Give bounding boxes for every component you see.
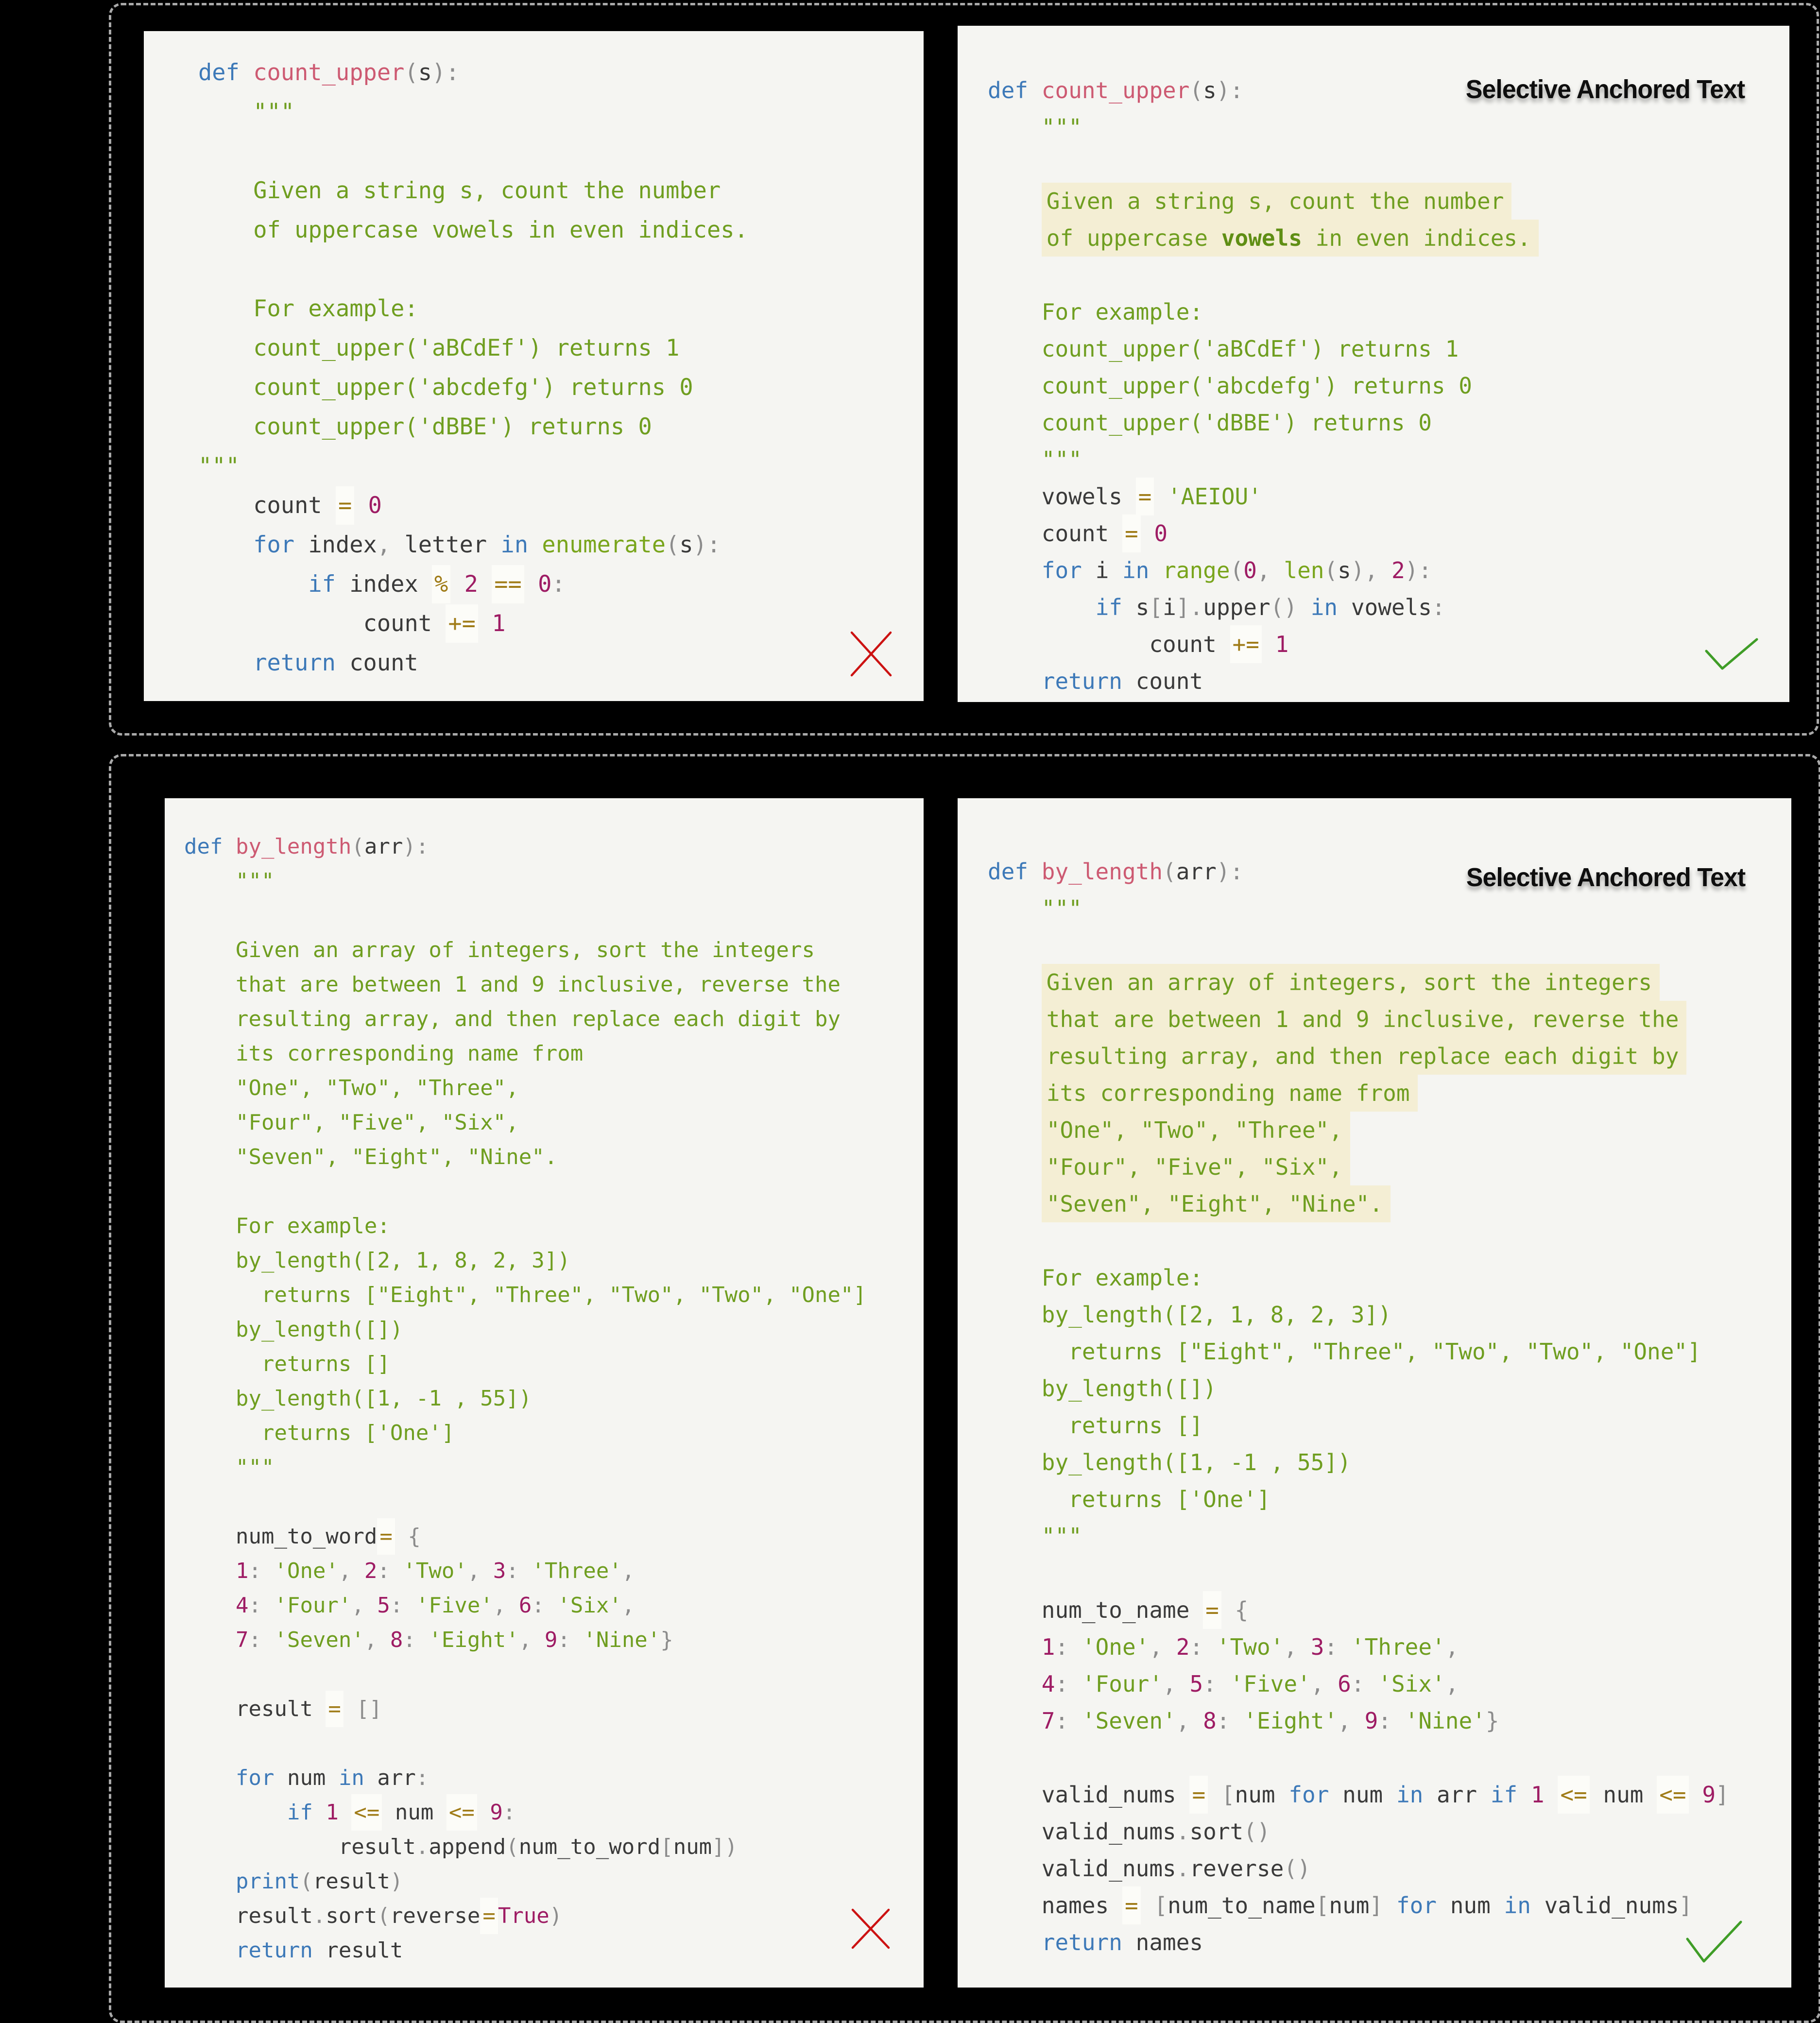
code-block <box>988 72 1789 700</box>
anchored-highlight: resulting array, and then replace each digit by <box>1042 1038 1687 1075</box>
code-line: def by_length(arr): <box>184 834 429 859</box>
code-line: for i in range(0, len(s), 2): <box>1041 557 1432 583</box>
code-line <box>988 1739 1791 1776</box>
anchored-highlight: that are between 1 and 9 inclusive, reverse the <box>1042 1001 1687 1038</box>
code-line: "Seven", "Eight", "Nine". <box>235 1145 558 1169</box>
code-line: def count_upper(s): <box>988 77 1244 103</box>
anchored-highlight: its corresponding name from <box>1042 1075 1418 1112</box>
verdict-mark <box>849 630 893 678</box>
code-line: Given an array of integers, sort the integers <box>235 938 815 962</box>
code-line: return count <box>253 650 418 676</box>
code-block <box>184 829 924 1968</box>
code-line: 1: 'One', 2: 'Two', 3: 'Three', <box>1041 1634 1459 1660</box>
code-line: if index % 2 == 0: <box>198 565 924 604</box>
code-panel-by-length-baseline <box>165 798 924 1988</box>
code-line: for index, letter in enumerate(s): <box>253 531 721 558</box>
code-line: by_length([1, -1 , 55]) <box>235 1386 532 1411</box>
code-line: return names <box>1041 1929 1203 1955</box>
code-line: if s[i].upper() in vowels: <box>1095 594 1445 620</box>
code-line: """ <box>1041 446 1082 473</box>
code-block <box>198 53 924 683</box>
anchored-highlight: Given a string s, count the number <box>1042 183 1512 220</box>
code-line: count_upper('dBBE') returns 0 <box>1041 410 1432 436</box>
code-line: that are between 1 and 9 inclusive, reverse the <box>235 972 841 997</box>
code-line: print(result) <box>235 1869 403 1894</box>
code-line: result = [] <box>184 1692 924 1726</box>
code-line: count = 0 <box>198 486 924 525</box>
code-line: of uppercase vowels in even indices. <box>253 217 748 243</box>
code-panel-count-upper-anchored <box>958 26 1789 702</box>
code-line <box>988 1075 1791 1112</box>
code-line: count += 1 <box>198 604 924 643</box>
code-line <box>184 1657 924 1692</box>
anchored-text-label: Selective Anchored Text <box>1466 863 1745 892</box>
code-line: returns [] <box>261 1352 390 1376</box>
code-line: 1: 'One', 2: 'Two', 3: 'Three', <box>235 1559 635 1583</box>
pass-check-icon <box>1704 637 1759 671</box>
code-line <box>988 183 1789 220</box>
code-line: count = 0 <box>988 515 1789 552</box>
anchored-highlight: of uppercase vowels in even indices. <box>1042 220 1539 257</box>
code-line: returns ["Eight", "Three", "Two", "Two", "One"] <box>261 1283 866 1307</box>
code-line: returns ['One'] <box>261 1421 455 1445</box>
anchored-highlight: Given an array of integers, sort the integers <box>1042 964 1660 1001</box>
code-block <box>988 853 1791 1961</box>
code-line <box>988 964 1791 1001</box>
code-line: 4: 'Four', 5: 'Five', 6: 'Six', <box>1041 1671 1459 1697</box>
code-line: by_length([2, 1, 8, 2, 3]) <box>1041 1302 1391 1328</box>
code-line <box>988 1038 1791 1075</box>
verdict-mark <box>850 1908 891 1950</box>
code-line: num_to_name = { <box>988 1592 1791 1629</box>
code-line: returns [] <box>1068 1412 1203 1439</box>
code-line: names = [num_to_name[num] for num in valid_nums] <box>988 1887 1791 1924</box>
code-line <box>988 1185 1791 1222</box>
code-line <box>184 1726 924 1761</box>
code-line: by_length([]) <box>235 1317 403 1342</box>
fail-x-icon <box>849 630 893 678</box>
code-line: 4: 'Four', 5: 'Five', 6: 'Six', <box>235 1593 635 1618</box>
code-line: by_length([2, 1, 8, 2, 3]) <box>235 1248 570 1273</box>
code-panel-count-upper-baseline <box>144 31 924 701</box>
code-line: """ <box>235 1455 275 1480</box>
code-line: result.append(num_to_word[num]) <box>338 1834 738 1859</box>
code-line <box>988 927 1791 964</box>
code-line <box>198 250 924 289</box>
code-line: """ <box>198 453 240 480</box>
verdict-mark <box>1685 1920 1743 1964</box>
code-panel-by-length-anchored <box>958 798 1791 1988</box>
verdict-mark <box>1704 637 1759 671</box>
code-line: For example: <box>1041 1265 1203 1291</box>
anchored-text-label: Selective Anchored Text <box>1465 75 1745 104</box>
code-line <box>988 1149 1791 1185</box>
code-line: def count_upper(s): <box>198 59 460 86</box>
code-line: "Four", "Five", "Six", <box>235 1110 519 1135</box>
code-line: by_length([1, -1 , 55]) <box>1041 1449 1351 1475</box>
code-line: For example: <box>1041 299 1203 325</box>
code-line: for num in arr: <box>235 1766 429 1790</box>
code-line: """ <box>1041 895 1082 922</box>
anchored-highlight: "Four", "Five", "Six", <box>1042 1149 1350 1185</box>
code-line: its corresponding name from <box>235 1041 584 1066</box>
code-line: valid_nums = [num for num in arr if 1 <= num <= 9] <box>988 1776 1791 1813</box>
fail-x-icon <box>850 1908 891 1950</box>
code-line <box>198 132 924 171</box>
code-line: by_length([]) <box>1041 1375 1217 1402</box>
code-line: vowels = 'AEIOU' <box>988 478 1789 515</box>
code-line: """ <box>1041 1523 1082 1549</box>
code-line: returns ['One'] <box>1068 1486 1271 1512</box>
code-line: """ <box>253 99 295 125</box>
code-line: count_upper('aBCdEf') returns 1 <box>1041 336 1459 362</box>
anchored-highlight: "One", "Two", "Three", <box>1042 1112 1350 1149</box>
code-line: result.sort(reverse = True) <box>184 1899 924 1933</box>
code-line: 7: 'Seven', 8: 'Eight', 9: 'Nine'} <box>235 1628 673 1652</box>
code-line: count_upper('abcdefg') returns 0 <box>1041 373 1472 399</box>
code-line: returns ["Eight", "Three", "Two", "Two", "One"] <box>1068 1338 1701 1365</box>
code-line <box>988 1001 1791 1038</box>
code-line: count_upper('abcdefg') returns 0 <box>253 374 693 401</box>
code-line <box>988 1112 1791 1149</box>
code-line: num_to_word = { <box>184 1519 924 1554</box>
code-line: def by_length(arr): <box>988 858 1244 885</box>
code-line: count_upper('aBCdEf') returns 1 <box>253 335 680 361</box>
code-line: valid_nums.reverse() <box>1041 1855 1311 1882</box>
code-line <box>184 1174 924 1209</box>
code-line <box>988 1555 1791 1592</box>
code-line: "One", "Two", "Three", <box>235 1076 519 1100</box>
code-line: resulting array, and then replace each digit by <box>235 1007 841 1031</box>
pass-check-icon <box>1685 1920 1743 1964</box>
code-line <box>184 898 924 933</box>
code-line: if 1 <= num <= 9: <box>184 1795 924 1830</box>
code-line <box>988 1222 1791 1259</box>
code-line <box>184 1485 924 1519</box>
code-line <box>988 146 1789 183</box>
code-line: return result <box>235 1938 403 1963</box>
code-line: """ <box>235 869 275 893</box>
code-line: For example: <box>235 1214 390 1238</box>
code-line: 7: 'Seven', 8: 'Eight', 9: 'Nine'} <box>1041 1708 1499 1734</box>
code-line: """ <box>1041 114 1082 140</box>
code-line <box>988 220 1789 257</box>
code-line: count += 1 <box>988 626 1789 663</box>
code-line: Given a string s, count the number <box>253 177 721 204</box>
anchored-highlight: "Seven", "Eight", "Nine". <box>1042 1185 1391 1222</box>
code-line: return count <box>1041 668 1203 694</box>
code-line: valid_nums.sort() <box>1041 1818 1271 1845</box>
code-line: count_upper('dBBE') returns 0 <box>253 413 652 440</box>
code-line <box>988 257 1789 293</box>
code-line: For example: <box>253 295 418 322</box>
